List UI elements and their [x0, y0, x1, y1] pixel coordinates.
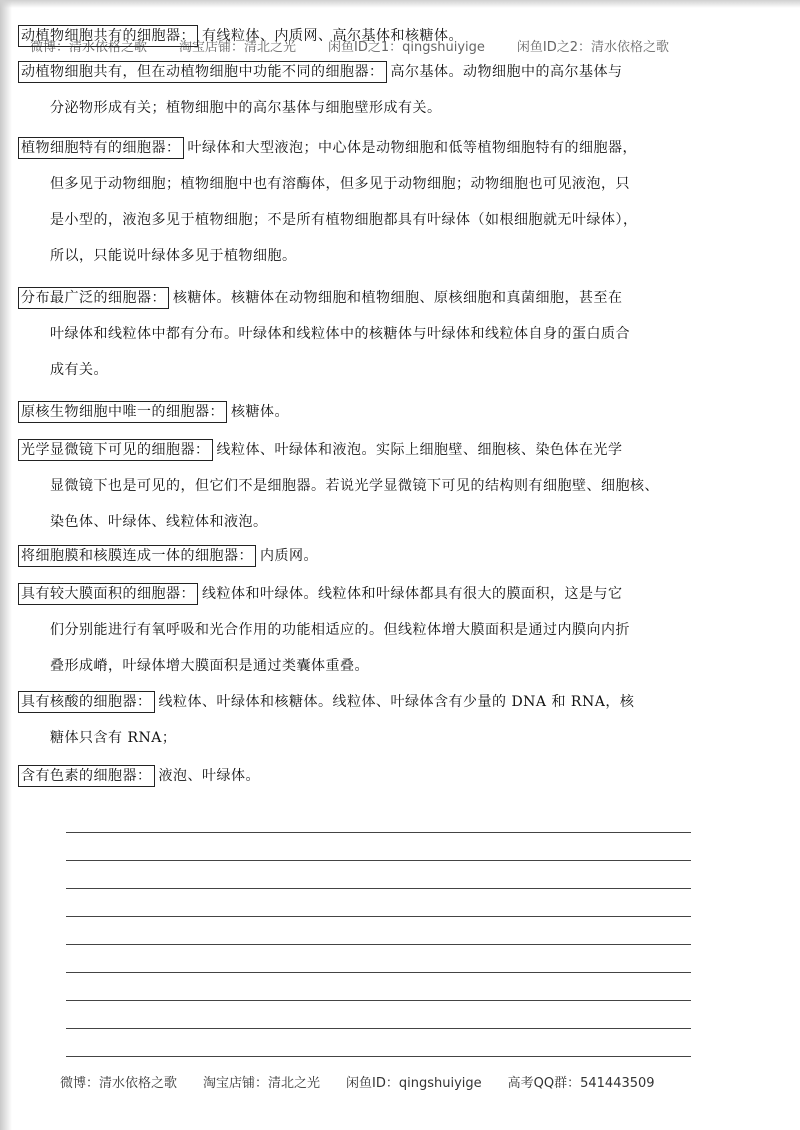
section-shared-different-function	[18, 54, 718, 126]
footer	[60, 1072, 760, 1091]
section-nucleic-acid	[18, 684, 718, 756]
section-text: 线粒体和叶绿体。线粒体和叶绿体都具有很大的膜面积，这是与它	[202, 586, 623, 602]
blank-line	[66, 917, 691, 945]
footer-qq-group: 高考QQ群：541443509	[507, 1076, 655, 1091]
section-text: 线粒体、叶绿体和核糖体。线粒体、叶绿体含有少量的 DNA 和 RNA，核	[158, 694, 635, 710]
blank-line	[66, 1029, 691, 1057]
term-label: 分布最广泛的细胞器：	[18, 287, 169, 309]
section-text: 们分别能进行有氧呼吸和光合作用的功能相适应的。但线粒体增大膜面积是通过内膜向内折	[50, 622, 630, 638]
blank-line	[66, 945, 691, 973]
blank-notes-area	[66, 805, 691, 1057]
section-membrane-link	[18, 538, 718, 574]
section-text: 高尔基体。动物细胞中的高尔基体与	[390, 64, 623, 80]
section-text: 叶绿体和大型液泡；中心体是动物细胞和低等植物细胞特有的细胞器，	[187, 140, 637, 156]
term-label: 具有较大膜面积的细胞器：	[18, 583, 198, 605]
section-pigment	[18, 758, 718, 794]
section-plant-specific	[18, 130, 718, 274]
section-shared-organelles	[18, 18, 718, 54]
term-label: 含有色素的细胞器：	[18, 765, 155, 787]
watermark-weibo: 微博：清水依格之歌	[30, 40, 148, 55]
section-text: 内质网。	[260, 548, 318, 564]
footer-xianyu: 闲鱼ID：qingshuiyige	[346, 1076, 482, 1091]
section-text: 所以，只能说叶绿体多见于植物细胞。	[50, 248, 297, 264]
section-text: 叶绿体和线粒体中都有分布。叶绿体和线粒体中的核糖体与叶绿体和线粒体自身的蛋白质合	[50, 326, 630, 342]
term-label: 光学显微镜下可见的细胞器：	[18, 439, 213, 461]
section-text: 但多见于动物细胞；植物细胞中也有溶酶体，但多见于动物细胞；动物细胞也可见液泡，只	[50, 176, 630, 192]
blank-line	[66, 1001, 691, 1029]
section-text: 分泌物形成有关；植物细胞中的高尔基体与细胞壁形成有关。	[50, 100, 442, 116]
watermark-xianyu-2: 闲鱼ID之2：清水依格之歌	[516, 40, 670, 55]
section-text: 核糖体。核糖体在动物细胞和植物细胞、原核细胞和真菌细胞，甚至在	[173, 290, 623, 306]
watermark-xianyu-1: 闲鱼ID之1：qingshuiyige	[328, 40, 485, 55]
scan-edge-left	[0, 0, 12, 1130]
section-light-microscope	[18, 432, 718, 540]
section-text: 成有关。	[50, 362, 108, 378]
section-text: 线粒体、叶绿体和液泡。实际上细胞壁、细胞核、染色体在光学	[216, 442, 623, 458]
section-text: 核糖体。	[231, 404, 289, 420]
term-label: 具有核酸的细胞器：	[18, 691, 155, 713]
term-label: 动植物细胞共有的细胞器：	[18, 25, 198, 47]
section-text: 有线粒体、内质网、高尔基体和核糖体。	[202, 28, 463, 44]
watermark-taobao: 淘宝店铺：清北之光	[179, 40, 297, 55]
section-text: 染色体、叶绿体、线粒体和液泡。	[50, 514, 268, 530]
section-text: 叠形成嵴，叶绿体增大膜面积是通过类囊体重叠。	[50, 658, 369, 674]
section-text: 是小型的，液泡多见于植物细胞；不是所有植物细胞都具有叶绿体（如根细胞就无叶绿体），	[50, 212, 638, 228]
section-prokaryote-only	[18, 394, 718, 430]
section-text: 液泡、叶绿体。	[158, 768, 260, 784]
blank-line	[66, 833, 691, 861]
term-label: 原核生物细胞中唯一的细胞器：	[18, 401, 227, 423]
blank-line	[66, 973, 691, 1001]
section-large-membrane	[18, 576, 718, 684]
section-text: 糖体只含有 RNA；	[50, 730, 177, 746]
section-most-widespread	[18, 280, 718, 388]
section-text: 显微镜下也是可见的，但它们不是细胞器。若说光学显微镜下可见的结构则有细胞壁、细胞核、	[50, 478, 659, 494]
blank-line	[66, 805, 691, 833]
scan-edge-top	[0, 0, 800, 8]
footer-weibo: 微博：清水依格之歌	[60, 1076, 178, 1091]
footer-taobao: 淘宝店铺：清北之光	[203, 1076, 321, 1091]
term-label: 动植物细胞共有，但在动植物细胞中功能不同的细胞器：	[18, 61, 387, 83]
blank-line	[66, 861, 691, 889]
term-label: 将细胞膜和核膜连成一体的细胞器：	[18, 545, 256, 567]
blank-line	[66, 889, 691, 917]
term-label: 植物细胞特有的细胞器：	[18, 137, 184, 159]
